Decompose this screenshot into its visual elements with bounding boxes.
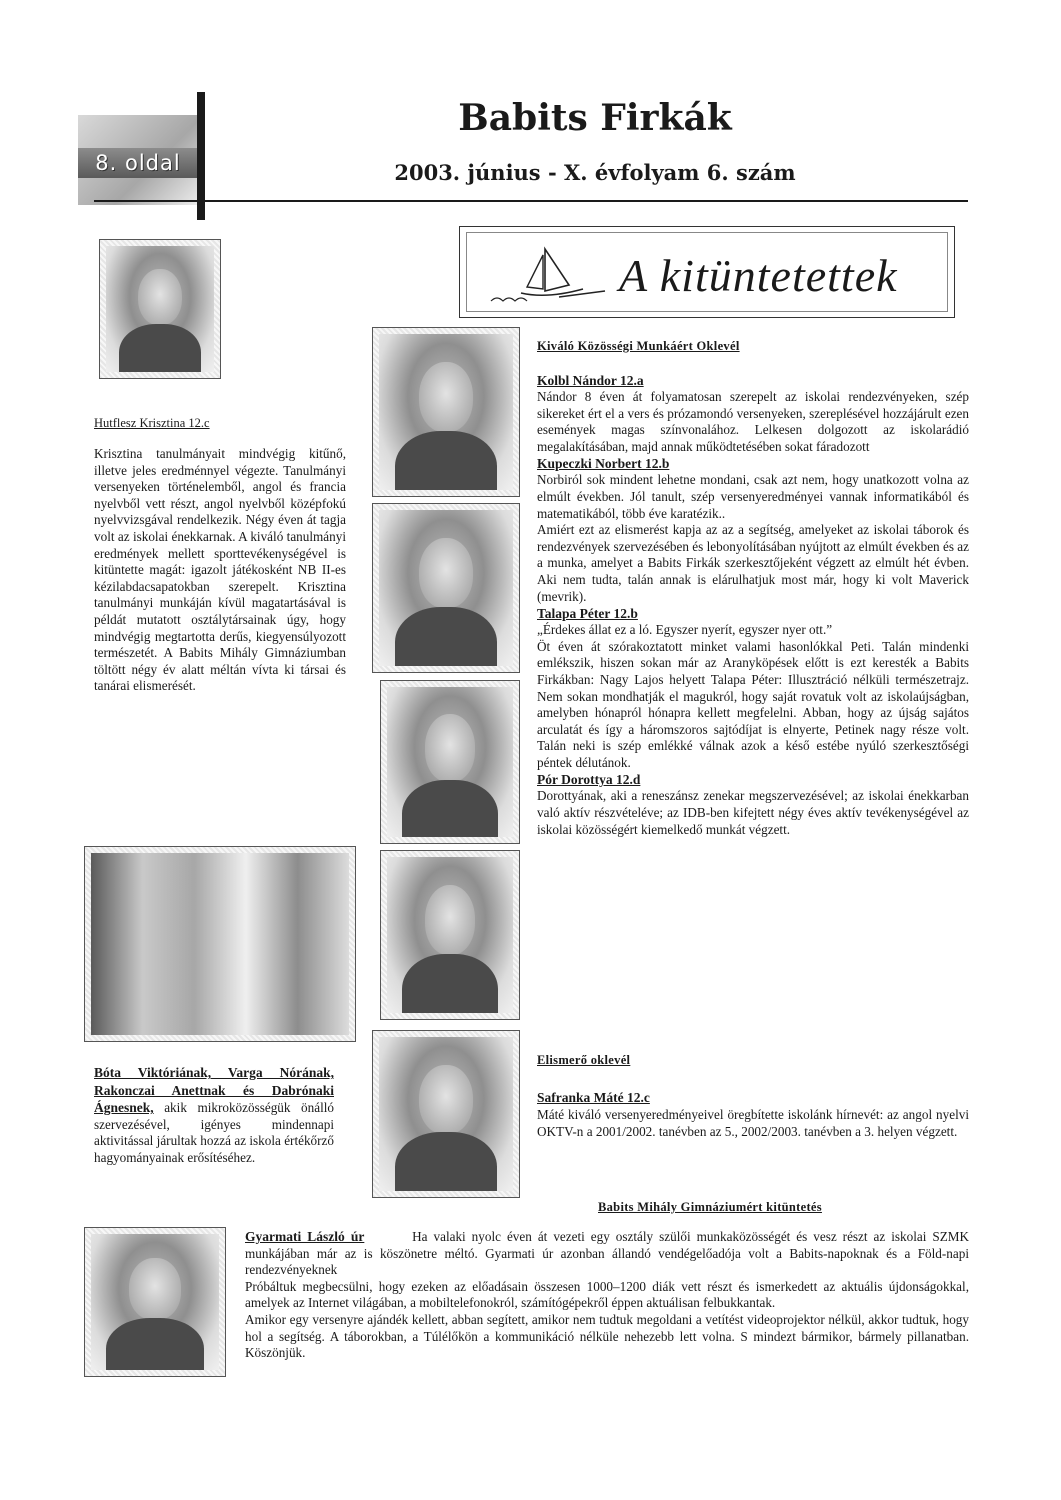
school-award-para-3: Amikor egy versenyre ajándék kellett, abban segített, amikor nem tudtuk megoldani a vetítést videoprojektor nélkül, akkor tudtuk, hogy hol a segítség. A táborokban, a Túlélőkön a kommunikáció nélküle nehezebb lett volna. S mindezt bármikor, bármely pillanatban. Köszönjük. xyxy=(245,1311,969,1361)
community-award-heading: Kiváló Közösségi Munkáért Oklevél xyxy=(537,339,740,353)
community-award-list xyxy=(537,372,969,838)
recognition-text: Máté kiváló versenyeredményeivel öregbítette iskolánk hírnevét: az angol nyelvi OKTV-n a 2001/2002. tanévben az 5., 2002/2003. tanévben a 3. helyen végzett. xyxy=(537,1107,969,1139)
profile-text: Krisztina tanulmányait mindvégig kitűnő, illetve jeles eredménnyel végezte. Tanulmányi versenyeken történelemből, angol és francia nyelvből vett részt, angol nyelvből középfokú nyelvvizsgával rendelkezik. Négy éven át tagja volt az iskolai énekkarnak. A kiváló tanulmányi eredmények mellett sporttevékenységével is kitüntette magát: igazolt játékosként NB II-es kézilabdacsapatokban szerepelt. Krisztina tanulmányi munkáján kívül magatartásával is példát mutatott osztálytársainak úgy, hogy mindvégig megtartotta derűs, kiegyensúlyozott természetét. A Babits Mihály Gimnáziumban töltött négy év alatt méltán vívta ki társai és tanárai elismerését. xyxy=(94,446,346,694)
award-name-kolbl: Kolbl Nándor 12.a xyxy=(537,373,644,388)
portrait-kolbl xyxy=(372,327,520,497)
group-photo xyxy=(84,846,356,1042)
school-award-para-1: Gyarmati László úr Ha valaki nyolc éven át vezeti egy osztály szülői munkaközösségét és vesz részt az iskolai SZMK munkájában már az is köszönetre méltó. Gyarmati úr azonban állandó vendégelőadója volt a Babits-napoknak és a Föld-napi rendezvényeknek xyxy=(245,1229,969,1278)
portrait-kupeczki xyxy=(372,503,520,673)
group-caption xyxy=(94,1064,334,1167)
profile-name: Hutflesz Krisztina 12.c xyxy=(94,416,210,430)
award-text-por: Dorottyának, aki a reneszánsz zenekar megszervezésével; az iskolai énekkarban való aktív részvételéve; az IDB-ben kifejtett négy éves aktív tevékenységével az iskolai közösségért kiemelkedő munkát végzett. xyxy=(537,788,969,837)
section-banner xyxy=(459,226,955,318)
header-divider xyxy=(94,200,968,202)
award-text-kolbl: Nándor 8 éven át folyamatosan szerepelt az iskolai rendezvényeken, szép sikereket ért el a vers és prózamondó versenyeken, szereplésével hozzájárult ezen események magas színvonalához. Lelkesen dolgozott az iskolarádió megalakításában, majd annak működtetésében sokat fáradozott xyxy=(537,389,969,454)
portrait-talapa xyxy=(380,680,520,844)
award-text-kupeczki-2: Amiért ezt az elismerést kapja az az a segítség, amelyeket az iskolai táborok és rendezvények szervezésében és lebonyolításában nyújtott az elmúlt években és az a munka, amelyet a Babits Firkák szerkesztőjeként végzett az elmúlt hét évben. Aki nem tudta, talán annak is elárulhatjuk most már, hogy ki volt Maverick (mevrik). xyxy=(537,522,969,604)
portrait-gyarmati xyxy=(84,1227,226,1377)
school-award-para-2: Próbáltuk megbecsülni, hogy ezeken az előadásain összesen 1000–1200 diák vett részt és ismerkedett az aktuális újdonságokkal, amelyek az Internet világában, a mobiltelefonokról, számítógépekről éppen aktuálisan felbukkantak. xyxy=(245,1278,969,1311)
award-name-talapa: Talapa Péter 12.b xyxy=(537,606,638,622)
recognition-heading: Elismerő oklevél xyxy=(537,1053,631,1067)
group-names: Bóta Viktóriának, Varga Nórának, Rakonczai Anettnak és Dabrónaki Ágnesnek, xyxy=(94,1065,334,1116)
sailboat-icon xyxy=(487,241,617,311)
section-title: A kitüntetettek xyxy=(619,250,898,301)
award-text-kupeczki-1: Norbiról sok mindent lehetne mondani, csak azt nem, hogy unatkozott volna az elmúlt években. Jól tanult, szép versenyeredményei vannak informatikából és matematikából, több éve karatézik.. xyxy=(537,472,969,521)
newspaper-title: Babits Firkák xyxy=(458,97,732,139)
award-name-kupeczki: Kupeczki Norbert 12.b xyxy=(537,456,670,472)
school-award-heading: Babits Mihály Gimnáziumért kitüntetés xyxy=(598,1200,822,1214)
portrait-por xyxy=(380,850,520,1020)
school-award-body xyxy=(245,1228,969,1362)
award-text-talapa-2: Öt éven át szórakoztatott minket valami hasonlókkal Peti. Talán mindenki emlékszik, hiszen sokan már az Aranyköpések előtt is ezt keresték a Babits Firkákban: Nagy Lajos helyett Talapa Péter: Illusztráció nélküli természetrajz. Nem sokan mondhatják el magukról, hogy saját rovatuk volt az iskolaújságban, amelyben hónapról hónapra kellett megfelelni. Abban, hogy az újság sajátos arculatát és így a háromszoros sajtódíjat is elnyerte, Petinek nagy része volt. Talán neki is szép emlékké válnak azok a késő estébe nyúló szerkesztőségi péntek délutánok. xyxy=(537,638,969,770)
portrait-hutflesz xyxy=(99,239,221,379)
page-number-badge xyxy=(78,115,198,205)
page-number-label: 8. oldal xyxy=(78,148,198,178)
group-text: akik mikroközösségük önálló szervezésével, igényes mindennapi aktivitással járultak hozzá az iskola értékőrző hagyományainak erősítéséhez. xyxy=(94,1100,335,1165)
school-award-name: Gyarmati László úr xyxy=(245,1229,365,1244)
award-name-por: Pór Dorottya 12.d xyxy=(537,772,641,788)
award-text-talapa-1: „Érdekes állat ez a ló. Egyszer nyerít, egyszer nyer ott.” xyxy=(537,622,833,638)
recognition-name: Safranka Máté 12.c xyxy=(537,1090,650,1105)
portrait-safranka xyxy=(372,1030,520,1198)
issue-line: 2003. június - X. évfolyam 6. szám xyxy=(394,160,796,185)
